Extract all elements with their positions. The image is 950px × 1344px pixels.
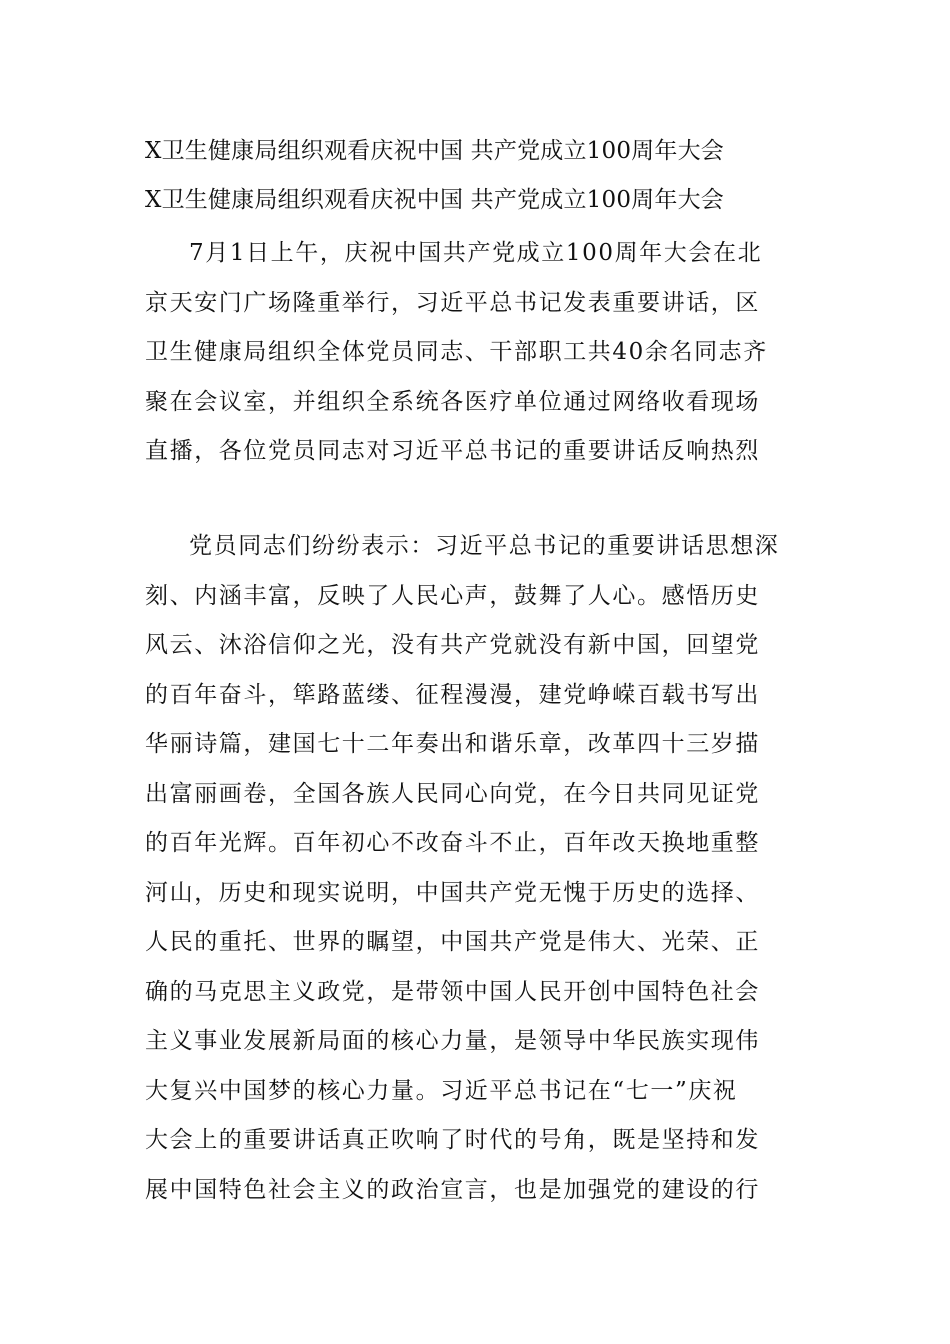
paragraph-line: 大复兴中国梦的核心力量。习近平总书记在“七一”庆祝	[145, 1077, 738, 1104]
paragraph-1	[145, 229, 813, 477]
paragraph-line: 党员同志们纷纷表示：习近平总书记的重要讲话思想深	[189, 533, 780, 559]
paragraph-2	[145, 522, 813, 1215]
paragraph-line: 7月1日上午，庆祝中国共产党成立100周年大会在北	[189, 240, 763, 266]
paragraph-line: 卫生健康局组织全体党员同志、干部职工共40余名同志齐	[145, 339, 768, 365]
paragraph-line: 风云、沐浴信仰之光，没有共产党就没有新中国，回望党	[145, 632, 760, 658]
paragraph-line: 京天安门广场隆重举行，习近平总书记发表重要讲话，区	[145, 289, 760, 316]
document-title-line-2: X卫生健康局组织观看庆祝中国 共产党成立100周年大会	[145, 187, 724, 213]
paragraph-line: 刻、内涵丰富，反映了人民心声，鼓舞了人心。感悟历史	[145, 582, 760, 609]
paragraph-line: 的百年光辉。百年初心不改奋斗不止，百年改天换地重整	[145, 830, 760, 856]
paragraph-line: 大会上的重要讲话真正吹响了时代的号角，既是坚持和发	[145, 1127, 760, 1153]
paragraph-line: 展中国特色社会主义的政治宣言，也是加强党的建设的行	[145, 1176, 760, 1203]
paragraph-line: 华丽诗篇，建国七十二年奏出和谐乐章，改革四十三岁描	[145, 731, 760, 757]
paragraph-line: 直播，各位党员同志对习近平总书记的重要讲话反响热烈	[145, 438, 760, 464]
paragraph-line: 人民的重托、世界的瞩望，中国共产党是伟大、光荣、正	[145, 929, 760, 955]
paragraph-line: 河山，历史和现实说明，中国共产党无愧于历史的选择、	[145, 879, 760, 906]
paragraph-line: 确的马克思主义政党，是带领中国人民开创中国特色社会	[145, 978, 760, 1005]
paragraph-line: 聚在会议室，并组织全系统各医疗单位通过网络收看现场	[145, 388, 760, 415]
paragraph-line: 主义事业发展新局面的核心力量，是领导中华民族实现伟	[145, 1028, 760, 1054]
paragraph-line: 出富丽画卷，全国各族人民同心向党，在今日共同见证党	[145, 780, 760, 807]
paragraph-line: 的百年奋斗，筚路蓝缕、征程漫漫，建党峥嵘百载书写出	[145, 681, 760, 708]
document-title-line-1: X卫生健康局组织观看庆祝中国 共产党成立100周年大会	[145, 138, 724, 164]
